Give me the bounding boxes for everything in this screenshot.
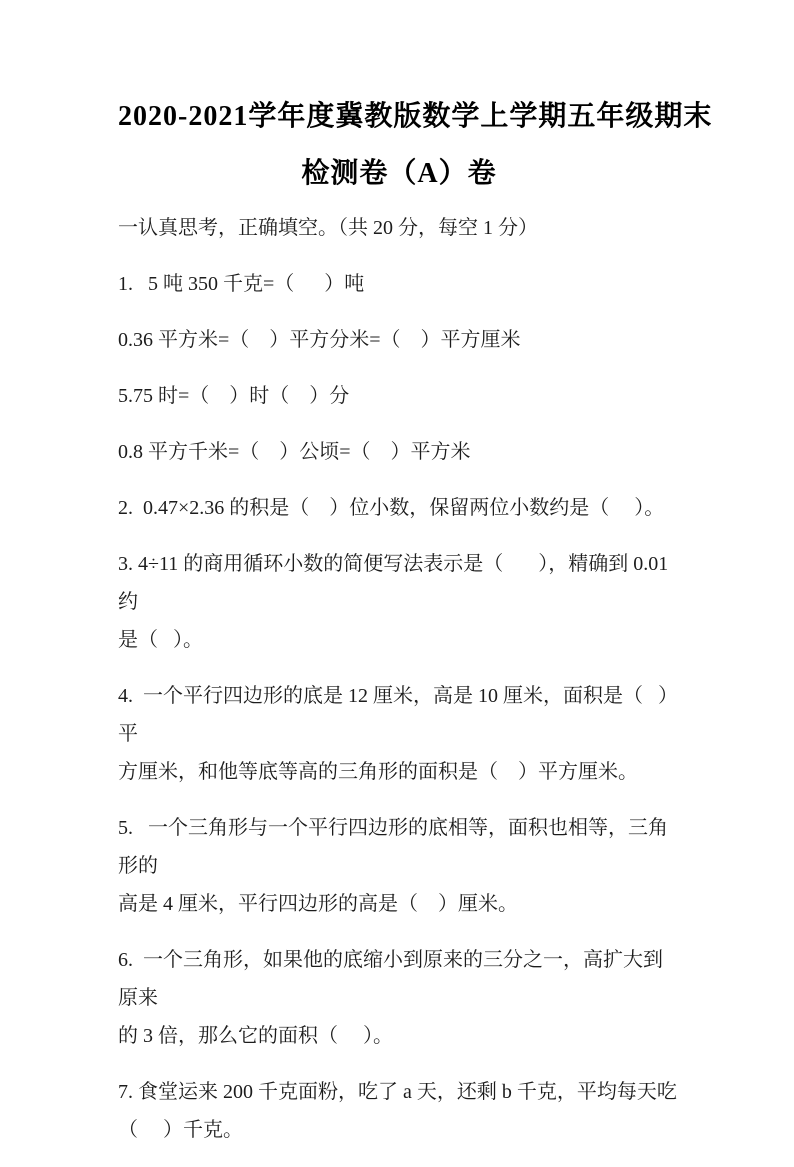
document-body xyxy=(118,88,713,1167)
title-line-1: 2020-2021学年度冀教版数学上学期五年级期末 xyxy=(118,101,713,132)
question-text-line: 4. 一个平行四边形的底是 12 厘米，高是 10 厘米，面积是（ ）平 xyxy=(118,685,678,745)
section-header xyxy=(118,209,680,247)
question-text-line: 6. 一个三角形，如果他的底缩小到原来的三分之一，高扩大到原来 xyxy=(118,949,663,1009)
question-text-line: 5. 一个三角形与一个平行四边形的底相等，面积也相等，三角形的 xyxy=(118,817,668,877)
question-text-line: 2. 0.47×2.36 的积是（ ）位小数，保留两位小数约是（ ）。 xyxy=(118,497,665,519)
question-text-line: （ ）千克。 xyxy=(118,1119,243,1141)
page-title xyxy=(118,88,713,202)
question-3 xyxy=(118,545,680,659)
question-2 xyxy=(118,489,680,527)
question-text-line: 的 3 倍，那么它的面积（ ）。 xyxy=(118,1025,393,1047)
question-4 xyxy=(118,677,680,791)
question-1-blank-row-3 xyxy=(118,377,680,415)
question-text-line: 5.75 时=（ ）时（ ）分 xyxy=(118,385,350,407)
question-text-line: 1. 5 吨 350 千克=（ ）吨 xyxy=(118,273,365,295)
question-1-blank-row-2 xyxy=(118,321,680,359)
title-line-2: 检测卷（A）卷 xyxy=(301,158,497,189)
question-text-line: 方厘米，和他等底等高的三角形的面积是（ ）平方厘米。 xyxy=(118,761,638,783)
question-text-line: 0.8 平方千米=（ ）公顷=（ ）平方米 xyxy=(118,441,471,463)
question-text-line: 0.36 平方米=（ ）平方分米=（ ）平方厘米 xyxy=(118,329,521,351)
section-header-text: 一认真思考，正确填空。（共 20 分，每空 1 分） xyxy=(118,217,538,239)
question-text-line: 是（ ）。 xyxy=(118,629,203,651)
question-text-line: 7. 食堂运来 200 千克面粉，吃了 a 天，还剩 b 千克，平均每天吃 xyxy=(118,1081,677,1103)
question-6 xyxy=(118,941,680,1055)
question-1-blank-row-4 xyxy=(118,433,680,471)
question-text-line: 3. 4÷11 的商用循环小数的简便写法表示是（ ），精确到 0.01 约 xyxy=(118,553,674,613)
question-list xyxy=(118,209,680,1149)
question-5 xyxy=(118,809,680,923)
question-1 xyxy=(118,265,680,303)
question-7 xyxy=(118,1073,680,1149)
question-text-line: 高是 4 厘米，平行四边形的高是（ ）厘米。 xyxy=(118,893,518,915)
